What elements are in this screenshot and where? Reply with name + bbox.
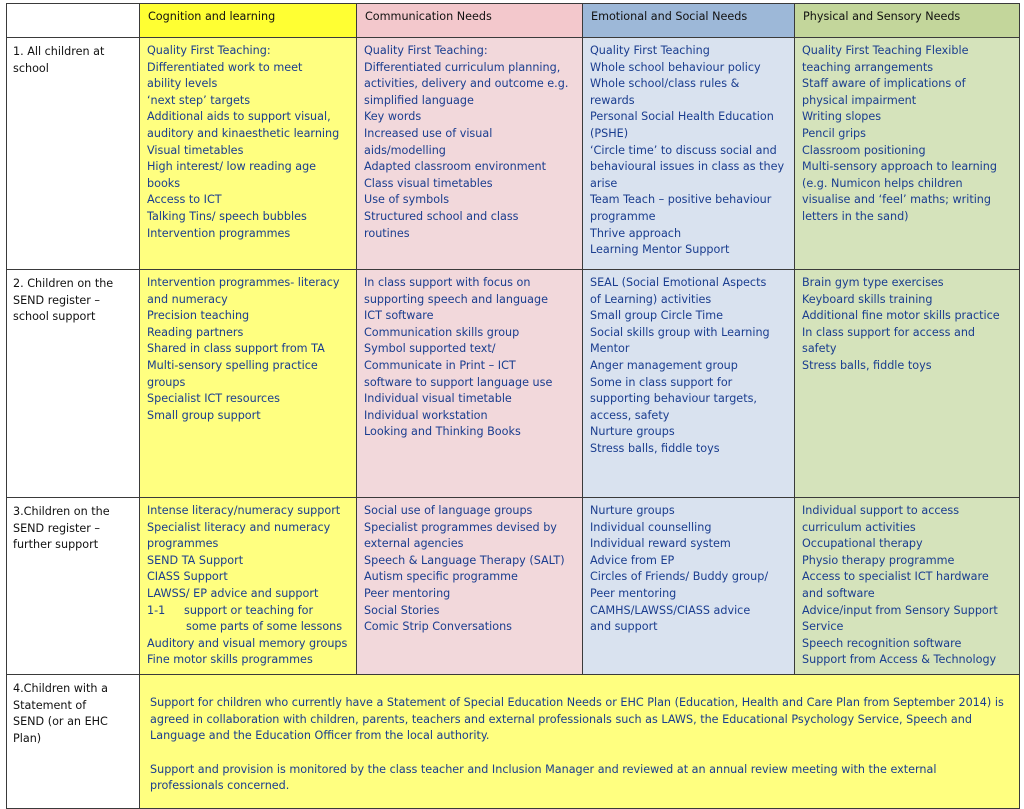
line-item: Occupational therapy xyxy=(802,537,923,551)
line-item: curriculum activities xyxy=(802,520,916,534)
statement-cell xyxy=(140,674,1020,808)
line-item: Symbol supported text/ xyxy=(364,342,496,356)
line-item: Writing slopes xyxy=(802,110,882,124)
line-item: Team Teach – positive behaviour xyxy=(590,193,772,207)
line-item: SEAL (Social Emotional Aspects xyxy=(590,276,767,289)
line-item: Auditory and visual memory groups xyxy=(147,636,348,650)
statement-paragraph: Support and provision is monitored by the class teacher and Inclusion Manager and reviewed at an annual review meeting with the external professionals concerned. xyxy=(150,762,937,793)
emotional-social-cell xyxy=(583,498,795,675)
communication-cell xyxy=(357,270,583,498)
line-item: Communication skills group xyxy=(364,325,520,339)
line-item: 3.Children on the xyxy=(13,505,110,518)
line-item: Differentiated work to meet xyxy=(147,60,303,74)
line-item: Comic Strip Conversations xyxy=(364,620,513,634)
line-item: Specialist ICT resources xyxy=(147,392,280,406)
header-communication: Communication Needs xyxy=(357,4,583,38)
row-all-children xyxy=(7,38,1020,270)
line-item: and software xyxy=(802,586,875,600)
line-item: High interest/ low reading age xyxy=(147,160,317,174)
line-item: Physio therapy programme xyxy=(802,553,955,567)
line-item: Fine motor skills programmes xyxy=(147,653,313,667)
line-item: (PSHE) xyxy=(590,126,629,140)
line-item: Keyboard skills training xyxy=(802,292,933,306)
line-item: Use of symbols xyxy=(364,193,450,207)
item-number: 1-1 xyxy=(147,603,166,617)
row-label xyxy=(7,498,140,675)
line-item: 2. Children on the xyxy=(13,277,114,290)
line-item: Differentiated curriculum planning, xyxy=(364,60,561,74)
header-physical-sensory: Physical and Sensory Needs xyxy=(795,4,1020,38)
line-item: safety xyxy=(802,342,837,356)
line-item: teaching arrangements xyxy=(802,60,934,74)
line-item: Anger management group xyxy=(590,358,738,372)
line-item: Nurture groups xyxy=(590,504,675,517)
line-item: aids/modelling xyxy=(364,143,446,157)
line-item: programmes xyxy=(147,537,219,551)
header-emotional-social: Emotional and Social Needs xyxy=(583,4,795,38)
line-item: SEND TA Support xyxy=(147,553,244,567)
line-item: Circles of Friends/ Buddy group/ xyxy=(590,570,769,584)
line-item: Advice/input from Sensory Support xyxy=(802,603,998,617)
row-further-support xyxy=(7,498,1020,675)
line-item: ‘Circle time’ to discuss social and xyxy=(590,143,777,157)
header-row xyxy=(7,4,1020,38)
line-item: 4.Children with a xyxy=(13,681,108,695)
line-item: Specialist programmes devised by xyxy=(364,520,557,534)
line-item: books xyxy=(147,176,181,190)
communication-cell xyxy=(357,498,583,675)
statement-paragraph: Support for children who currently have a Statement of Special Education Needs or EHC Plan (Education, Health and Care Plan from September 2014) is agreed in collaboration with children, parents, teachers and external professionals such as LAWS, the Educational Psychology Service, Speech and Language and the Education Officer from the local authority. xyxy=(150,695,1004,743)
header-blank xyxy=(7,4,140,38)
line-item: Whole school/class rules & xyxy=(590,77,740,91)
line-item: Staff aware of implications of xyxy=(802,77,966,91)
line-item: Personal Social Health Education xyxy=(590,110,774,124)
line-item: auditory and kinaesthetic learning xyxy=(147,126,340,140)
line-item: Social skills group with Learning xyxy=(590,325,770,339)
line-item: SEND register – xyxy=(13,293,101,307)
line-item: Speech & Language Therapy (SALT) xyxy=(364,553,565,567)
line-item: rewards xyxy=(590,93,635,107)
line-item: Reading partners xyxy=(147,325,244,339)
line-item: LAWSS/ EP advice and support xyxy=(147,586,319,600)
line-item: supporting behaviour targets, xyxy=(590,392,757,406)
send-provision-table xyxy=(6,3,1020,809)
line-item: ICT software xyxy=(364,309,434,323)
line-item: Talking Tins/ speech bubbles xyxy=(147,209,307,223)
line-item: visualise and ‘feel’ maths; writing xyxy=(802,193,992,207)
line-item: programme xyxy=(590,209,656,223)
line-item: Shared in class support from TA xyxy=(147,342,325,356)
line-item: Quality First Teaching xyxy=(590,44,710,57)
emotional-social-cell xyxy=(583,38,795,270)
line-item: Individual counselling xyxy=(590,520,712,534)
physical-sensory-cell xyxy=(795,38,1020,270)
line-item: Looking and Thinking Books xyxy=(364,425,521,439)
line-item: letters in the sand) xyxy=(802,209,909,223)
line-item: Support from Access & Technology xyxy=(802,653,997,667)
line-item: Peer mentoring xyxy=(364,586,451,600)
line-item: school xyxy=(13,61,49,75)
line-item: Whole school behaviour policy xyxy=(590,60,761,74)
line-item: Peer mentoring xyxy=(590,586,677,600)
line-item: Nurture groups xyxy=(590,425,675,439)
line-item: access, safety xyxy=(590,408,670,422)
line-item: external agencies xyxy=(364,537,464,551)
line-item: simplified language xyxy=(364,93,474,107)
line-item: Structured school and class xyxy=(364,209,519,223)
line-item: Visual timetables xyxy=(147,143,244,157)
cognition-cell xyxy=(140,270,357,498)
line-item: Individual visual timetable xyxy=(364,392,512,406)
row-statement-ehc xyxy=(7,674,1020,808)
numbered-item xyxy=(147,603,349,620)
line-item: Plan) xyxy=(13,731,42,745)
line-item: Increased use of visual xyxy=(364,126,493,140)
line-item: Learning Mentor Support xyxy=(590,243,730,257)
physical-sensory-cell xyxy=(795,270,1020,498)
line-item: In class support with focus on xyxy=(364,276,531,289)
line-item: Intense literacy/numeracy support xyxy=(147,504,341,517)
line-item: software to support language use xyxy=(364,375,553,389)
line-item: In class support for access and xyxy=(802,325,976,339)
line-item: Multi-sensory spelling practice xyxy=(147,358,318,372)
row-label xyxy=(7,270,140,498)
line-item: Access to ICT xyxy=(147,193,222,207)
line-item: physical impairment xyxy=(802,93,917,107)
line-item: activities, delivery and outcome e.g. xyxy=(364,77,569,91)
line-item: Adapted classroom environment xyxy=(364,160,546,174)
line-item: CIASS Support xyxy=(147,570,228,584)
line-item: further support xyxy=(13,538,99,552)
line-item: Intervention programmes xyxy=(147,226,291,240)
line-item: Precision teaching xyxy=(147,309,250,323)
line-item: CAMHS/LAWSS/CIASS advice xyxy=(590,603,751,617)
line-item: Classroom positioning xyxy=(802,143,926,157)
communication-cell xyxy=(357,38,583,270)
line-item: school support xyxy=(13,310,96,324)
line-item: Individual reward system xyxy=(590,537,731,551)
line-item: Social Stories xyxy=(364,603,440,617)
line-item: Mentor xyxy=(590,342,630,356)
line-item: arise xyxy=(590,176,618,190)
line-item: Some in class support for xyxy=(590,375,733,389)
line-item: Social use of language groups xyxy=(364,504,533,517)
row-school-support xyxy=(7,270,1020,498)
line-item: Statement of xyxy=(13,698,87,712)
line-item: Pencil grips xyxy=(802,126,866,140)
line-item: Intervention programmes- literacy xyxy=(147,276,340,289)
line-item: of Learning) activities xyxy=(590,292,712,306)
cognition-cell xyxy=(140,38,357,270)
line-item: Additional aids to support visual, xyxy=(147,110,331,124)
cognition-list xyxy=(147,503,349,603)
header-cognition: Cognition and learning xyxy=(140,4,357,38)
line-item: (e.g. Numicon helps children xyxy=(802,176,963,190)
line-item: ability levels xyxy=(147,77,218,91)
line-item: Thrive approach xyxy=(590,226,682,240)
line-item: Class visual timetables xyxy=(364,176,493,190)
line-item: Small group support xyxy=(147,408,261,422)
line-item: Stress balls, fiddle toys xyxy=(802,358,932,372)
line-item: Additional fine motor skills practice xyxy=(802,309,1000,323)
line-item: Autism specific programme xyxy=(364,570,518,584)
line-item: SEND (or an EHC xyxy=(13,715,108,729)
line-item: Advice from EP xyxy=(590,553,675,567)
line-item: groups xyxy=(147,375,186,389)
line-item: routines xyxy=(364,226,410,240)
line-item: Individual workstation xyxy=(364,408,488,422)
row-label xyxy=(7,38,140,270)
row-label xyxy=(7,674,140,808)
line-item: Multi-sensory approach to learning xyxy=(802,160,997,174)
line-item: Small group Circle Time xyxy=(590,309,724,323)
line-item: and numeracy xyxy=(147,292,228,306)
line-item: ‘next step’ targets xyxy=(147,93,251,107)
physical-sensory-cell xyxy=(795,498,1020,675)
line-item: Specialist literacy and numeracy xyxy=(147,520,331,534)
line-item: SEND register – xyxy=(13,521,101,535)
emotional-social-cell xyxy=(583,270,795,498)
line-item: 1. All children at xyxy=(13,45,105,58)
item-text-continued: some parts of some lessons xyxy=(186,620,343,634)
line-item: Quality First Teaching: xyxy=(147,44,271,57)
line-item: Individual support to access xyxy=(802,504,960,517)
item-text: support or teaching for xyxy=(184,603,314,617)
line-item: Communicate in Print – ICT xyxy=(364,358,516,372)
line-item: Key words xyxy=(364,110,422,124)
line-item: Service xyxy=(802,620,844,634)
line-item: and support xyxy=(590,620,658,634)
line-item: Brain gym type exercises xyxy=(802,276,944,289)
cognition-list-continued xyxy=(147,636,349,669)
line-item: supporting speech and language xyxy=(364,292,548,306)
line-item: behavioural issues in class as they xyxy=(590,160,785,174)
line-item: Quality First Teaching: xyxy=(364,44,488,57)
line-item: Quality First Teaching Flexible xyxy=(802,44,969,57)
line-item: Access to specialist ICT hardware xyxy=(802,570,989,584)
cognition-cell xyxy=(140,498,357,675)
line-item: Speech recognition software xyxy=(802,636,962,650)
line-item: Stress balls, fiddle toys xyxy=(590,441,720,455)
